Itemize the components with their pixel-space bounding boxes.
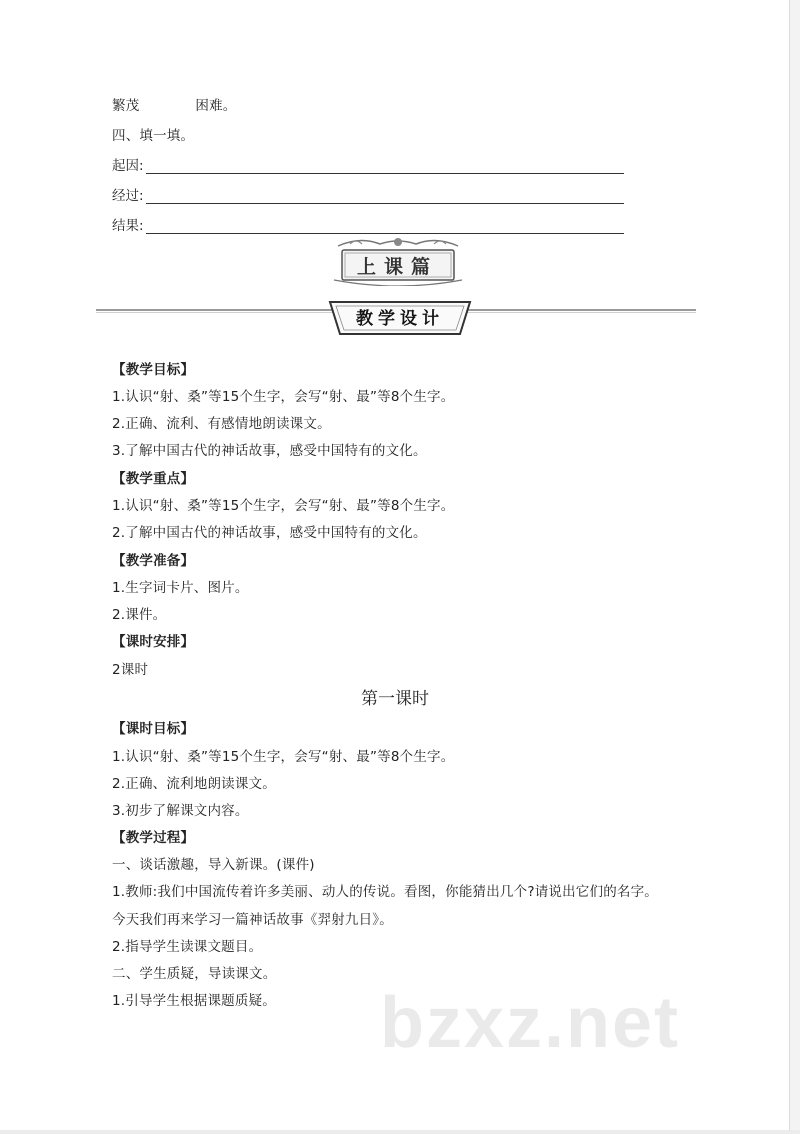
section-label: 【教学过程】 — [112, 830, 195, 846]
fill-blank[interactable] — [146, 219, 624, 234]
word-2: 困难。 — [195, 98, 237, 114]
text-line: 1.教师:我们中国流传着许多美丽、动人的传说。看图，你能猜出几个?请说出它们的名字。 — [112, 884, 658, 900]
text-line: 3.了解中国古代的神话故事，感受中国特有的文化。 — [112, 443, 427, 459]
banner-title: 上课篇 — [356, 255, 438, 278]
fill-blank[interactable] — [146, 189, 624, 204]
section-label: 【教学目标】 — [112, 362, 195, 378]
fill-blank[interactable] — [146, 159, 624, 174]
text-line: 2.正确、流利、有感情地朗读课文。 — [112, 416, 331, 432]
text-line: 1.认识“射、桑”等15个生字，会写“射、最”等8个生字。 — [112, 389, 455, 405]
text-line: 1.引导学生根据课题质疑。 — [112, 993, 276, 1009]
page-margin — [790, 0, 800, 1134]
text-line: 3.初步了解课文内容。 — [112, 803, 249, 819]
text-line: 1.生字词卡片、图片。 — [112, 580, 249, 596]
section-label: 【课时安排】 — [112, 634, 195, 650]
fill-row-cause — [112, 154, 624, 174]
text-line: 2课时 — [112, 662, 149, 678]
watermark: bzxz.net — [380, 983, 681, 1063]
text-line: 2.正确、流利地朗读课文。 — [112, 776, 276, 792]
fill-row-process — [112, 184, 624, 204]
text-line: 2.指导学生读课文题目。 — [112, 939, 263, 955]
text-line: 1.认识“射、桑”等15个生字，会写“射、最”等8个生字。 — [112, 498, 455, 514]
fill-row-result — [112, 214, 624, 234]
word-line — [112, 94, 237, 114]
page-border — [789, 0, 790, 1134]
word-1: 繁茂 — [112, 98, 140, 114]
section-heading-4: 四、填一填。 — [112, 128, 195, 144]
fill-label: 结果: — [112, 218, 144, 234]
text-line: 二、学生质疑，导读课文。 — [112, 966, 277, 982]
section-label: 【教学准备】 — [112, 553, 195, 569]
text-line: 今天我们再来学习一篇神话故事《羿射九日》。 — [112, 912, 393, 928]
page-bottom-border — [0, 1130, 800, 1134]
fill-label: 起因: — [112, 158, 144, 174]
fill-label: 经过: — [112, 188, 144, 204]
text-line: 2.课件。 — [112, 607, 167, 623]
text-line: 一、谈话激趣，导入新课。(课件) — [112, 857, 315, 873]
section-label: 【课时目标】 — [112, 721, 195, 737]
text-line: 1.认识“射、桑”等15个生字，会写“射、最”等8个生字。 — [112, 749, 455, 765]
tab-label: 教学设计 — [356, 308, 444, 329]
section-label: 【教学重点】 — [112, 471, 195, 487]
text-line: 2.了解中国古代的神话故事，感受中国特有的文化。 — [112, 525, 427, 541]
lesson-title: 第一课时 — [361, 689, 429, 709]
